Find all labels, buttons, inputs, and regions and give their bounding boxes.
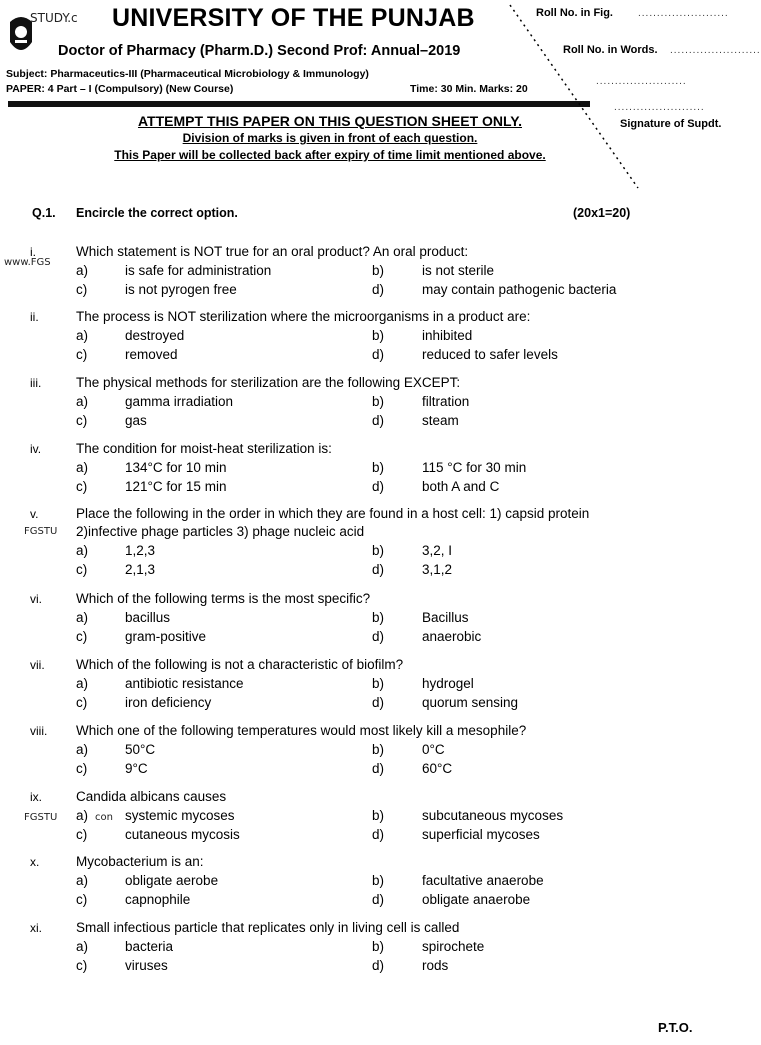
option-letter: a) — [76, 873, 89, 888]
option-letter: b) — [372, 394, 385, 409]
watermark: con — [95, 812, 113, 823]
paper-line: PAPER: 4 Part – I (Compulsory) (New Course) — [6, 83, 234, 95]
question-text: Which of the following is not a characteristic of biofilm? — [76, 657, 404, 672]
option-letter: d) — [372, 958, 385, 973]
roll-no-words-label: Roll No. in Words. — [563, 44, 658, 56]
option-c[interactable]: viruses — [125, 958, 168, 973]
question-number: viii. — [30, 724, 48, 738]
question-text: Mycobacterium is an: — [76, 854, 204, 869]
option-c[interactable]: cutaneous mycosis — [125, 827, 240, 842]
watermark: FGSTU — [24, 526, 58, 537]
option-b[interactable]: 115 °C for 30 min — [422, 460, 527, 475]
signature-label: Signature of Supdt. — [620, 118, 722, 130]
option-c[interactable]: capnophile — [125, 892, 191, 907]
option-letter: b) — [372, 808, 385, 823]
question-number: ix. — [30, 790, 42, 804]
option-letter: d) — [372, 761, 385, 776]
option-letter: d) — [372, 347, 385, 362]
option-b[interactable]: facultative anaerobe — [422, 873, 544, 888]
option-d[interactable]: both A and C — [422, 479, 500, 494]
roll-no-fig-field[interactable]: ........................ — [638, 8, 729, 19]
option-letter: b) — [372, 742, 385, 757]
option-letter: b) — [372, 460, 385, 475]
option-letter: c) — [76, 282, 88, 297]
program-title: Doctor of Pharmacy (Pharm.D.) Second Prof: Annual–2019 — [58, 43, 461, 59]
university-title: UNIVERSITY OF THE PUNJAB — [112, 4, 475, 32]
option-d[interactable]: obligate anaerobe — [422, 892, 531, 907]
option-d[interactable]: superficial mycoses — [422, 827, 540, 842]
option-letter: a) — [76, 460, 89, 475]
option-a[interactable]: bacteria — [125, 939, 174, 954]
option-a[interactable]: antibiotic resistance — [125, 676, 244, 691]
watermark: FGSTU — [24, 812, 58, 823]
question-text-continued: 2)infective phage particles 3) phage nucleic acid — [76, 524, 365, 539]
header-rule — [8, 101, 590, 107]
option-a[interactable]: bacillus — [125, 610, 171, 625]
option-letter: c) — [76, 347, 88, 362]
option-b[interactable]: inhibited — [422, 328, 473, 343]
option-letter: c) — [76, 892, 88, 907]
section-marks: (20x1=20) — [573, 206, 631, 220]
option-letter: a) — [76, 676, 89, 691]
option-b[interactable]: filtration — [422, 394, 470, 409]
page-turn-note: P.T.O. — [658, 1020, 693, 1035]
option-d[interactable]: may contain pathogenic bacteria — [422, 282, 617, 297]
subject-line — [6, 68, 369, 80]
option-d[interactable]: 3,1,2 — [422, 562, 453, 577]
instruction-division: Division of marks is given in front of each question. — [182, 131, 478, 145]
option-letter: a) — [76, 939, 89, 954]
section-label: Q.1. — [32, 206, 56, 220]
option-b[interactable]: hydrogel — [422, 676, 474, 691]
subject-label: Subject: — [6, 68, 48, 80]
option-d[interactable]: anaerobic — [422, 629, 482, 644]
option-c[interactable]: removed — [125, 347, 178, 362]
option-letter: c) — [76, 958, 88, 973]
question-number: iv. — [30, 442, 42, 456]
option-d[interactable]: reduced to safer levels — [422, 347, 558, 362]
option-letter: b) — [372, 873, 385, 888]
option-c[interactable]: iron deficiency — [125, 695, 212, 710]
option-a[interactable]: 134°C for 10 min — [125, 460, 227, 475]
option-letter: a) — [76, 328, 89, 343]
option-letter: b) — [372, 676, 385, 691]
option-c[interactable]: 121°C for 15 min — [125, 479, 227, 494]
option-letter: b) — [372, 263, 385, 278]
question-text: Candida albicans causes — [76, 789, 227, 804]
option-c[interactable]: is not pyrogen free — [125, 282, 237, 297]
option-b[interactable]: is not sterile — [422, 263, 495, 278]
option-c[interactable]: gas — [125, 413, 147, 428]
question-number: v. — [30, 507, 39, 521]
question-number: i. — [30, 245, 36, 259]
option-letter: d) — [372, 827, 385, 842]
question-text: Which one of the following temperatures would most likely kill a mesophile? — [76, 723, 527, 738]
option-b[interactable]: subcutaneous mycoses — [422, 808, 564, 823]
time-marks: Time: 30 Min. Marks: 20 — [410, 83, 528, 95]
question-text: Small infectious particle that replicates only in living cell is called — [76, 920, 460, 935]
question-number: vii. — [30, 658, 45, 672]
roll-no-words-field[interactable]: ........................ — [670, 45, 761, 56]
option-letter: a) — [76, 742, 89, 757]
option-letter: d) — [372, 892, 385, 907]
question-text: Place the following in the order in which they are found in a host cell: 1) capsid protein — [76, 506, 590, 521]
question-number: xi. — [30, 921, 42, 935]
question-text: The physical methods for sterilization are the following EXCEPT: — [76, 375, 461, 390]
option-a[interactable]: is safe for administration — [125, 263, 272, 278]
watermark: www.FGS — [4, 257, 51, 268]
option-a[interactable]: gamma irradiation — [125, 394, 234, 409]
option-letter: c) — [76, 695, 88, 710]
option-a[interactable]: destroyed — [125, 328, 185, 343]
option-letter: b) — [372, 610, 385, 625]
option-letter: b) — [372, 939, 385, 954]
signature-field[interactable]: ........................ — [614, 102, 705, 113]
question-number: vi. — [30, 592, 42, 606]
option-letter: d) — [372, 562, 385, 577]
option-letter: c) — [76, 479, 88, 494]
instruction-collection: This Paper will be collected back after expiry of time limit mentioned above. — [114, 148, 546, 162]
option-letter: c) — [76, 827, 88, 842]
option-b[interactable]: Bacillus — [422, 610, 469, 625]
option-d[interactable]: rods — [422, 958, 449, 973]
option-letter: a) — [76, 808, 89, 823]
option-letter: b) — [372, 543, 385, 558]
question-text: The condition for moist-heat sterilization is: — [76, 441, 332, 456]
option-b[interactable]: 0°C — [422, 742, 445, 757]
instruction-main: ATTEMPT THIS PAPER ON THIS QUESTION SHEET ONLY. — [137, 113, 522, 129]
option-b[interactable]: 3,2, I — [422, 543, 453, 558]
watermark: STUDY.c — [30, 11, 78, 25]
question-text: The process is NOT sterilization where the microorganisms in a product are: — [76, 309, 531, 324]
option-letter: b) — [372, 328, 385, 343]
option-letter: a) — [76, 610, 89, 625]
option-letter: c) — [76, 761, 88, 776]
option-c[interactable]: 9°C — [125, 761, 148, 776]
option-c[interactable]: 2,1,3 — [125, 562, 156, 577]
option-a[interactable]: 1,2,3 — [125, 543, 156, 558]
option-d[interactable]: steam — [422, 413, 459, 428]
option-a[interactable]: obligate aerobe — [125, 873, 219, 888]
option-letter: c) — [76, 562, 88, 577]
option-d[interactable]: quorum sensing — [422, 695, 519, 710]
option-letter: a) — [76, 394, 89, 409]
question-text: Which statement is NOT true for an oral product? An oral product: — [76, 244, 469, 259]
option-c[interactable]: gram-positive — [125, 629, 207, 644]
extra-line-field[interactable]: ........................ — [596, 76, 687, 87]
option-letter: a) — [76, 543, 89, 558]
question-number: ii. — [30, 310, 39, 324]
option-letter: d) — [372, 479, 385, 494]
option-letter: d) — [372, 695, 385, 710]
option-letter: a) — [76, 263, 89, 278]
question-text: Which of the following terms is the most specific? — [76, 591, 371, 606]
roll-no-fig-label: Roll No. in Fig. — [536, 7, 613, 19]
option-letter: c) — [76, 629, 88, 644]
option-letter: d) — [372, 282, 385, 297]
option-letter: d) — [372, 629, 385, 644]
option-b[interactable]: spirochete — [422, 939, 485, 954]
tear-line — [510, 5, 640, 190]
option-a[interactable]: 50°C — [125, 742, 156, 757]
option-d[interactable]: 60°C — [422, 761, 453, 776]
option-a[interactable]: systemic mycoses — [125, 808, 235, 823]
section-title: Encircle the correct option. — [76, 206, 238, 220]
option-letter: d) — [372, 413, 385, 428]
option-letter: c) — [76, 413, 88, 428]
subject-name: Pharmaceutics-III (Pharmaceutical Microbiology & Immunology) — [50, 68, 369, 80]
question-number: x. — [30, 855, 40, 869]
question-number: iii. — [30, 376, 42, 390]
